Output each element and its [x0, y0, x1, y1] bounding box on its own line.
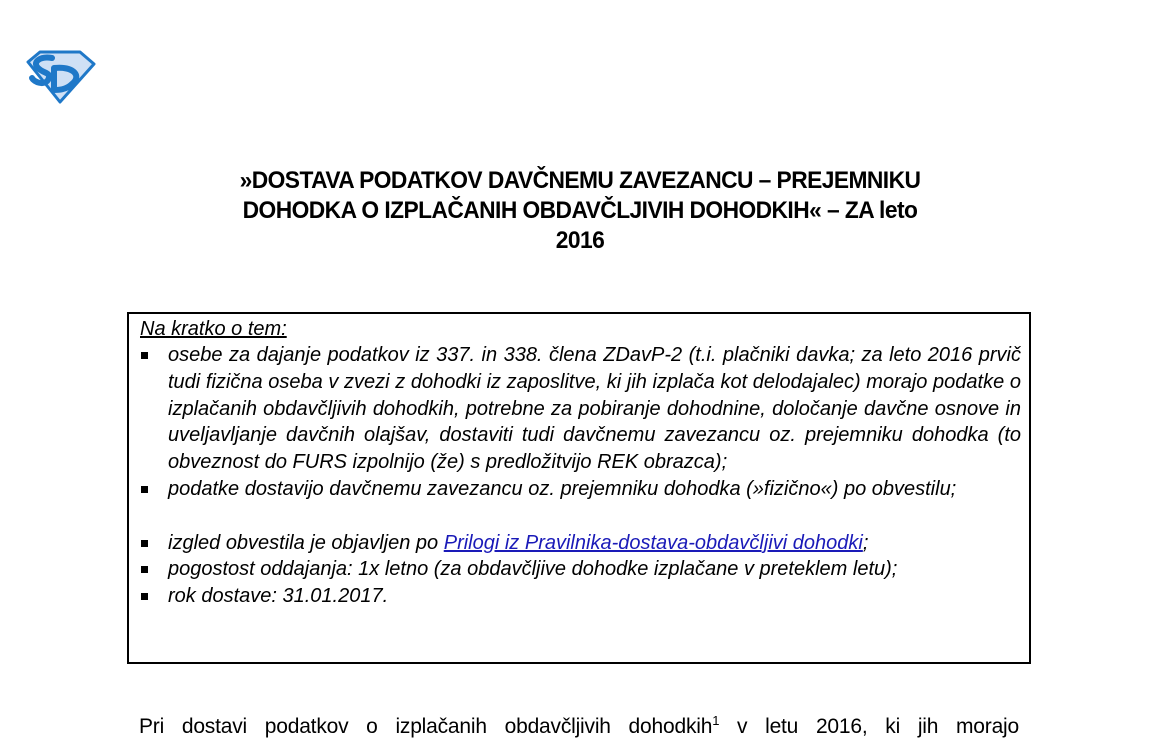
title-line: »DOSTAVA PODATKOV DAVČNEMU ZAVEZANCU – PREJEMNIKU [239, 167, 921, 194]
sd-shield-logo [22, 48, 96, 104]
list-item [129, 556, 1029, 583]
summary-box [127, 312, 1031, 664]
blank-line [129, 503, 1029, 530]
footnote-reference[interactable]: 1 [712, 713, 720, 728]
list-item [129, 583, 1029, 610]
square-bullet-icon [141, 486, 148, 493]
list-item-text: izgled obvestila je objavljen po [168, 531, 444, 554]
document-title [171, 166, 989, 256]
square-bullet-icon [141, 566, 148, 573]
title-line: DOHODKA O IZPLAČANIH OBDAVČLJIVIH DOHODKIH« – ZA leto [242, 197, 918, 224]
list-item-text: pogostost oddajanja: 1x letno (za obdavčljive dohodke izplačane v preteklem letu); [168, 558, 898, 581]
list-item-text: rok dostave: 31.01.2017. [168, 585, 389, 608]
square-bullet-icon [141, 352, 148, 359]
list-item-text: osebe za dajanje podatkov iz 337. in 338. člena ZDavP-2 (t.i. plačniki davka; za leto 2016 prvič tudi fizična oseba v zvezi z dohodki iz zaposlitve, ki jih izplača kot delodajalec) morajo podatke o izplačanih obdavčljivih dohodkih, potrebne za pobiranje dohodnine, določanje davčne osnove in uveljavljanje davčnih olajšav, dostaviti tudi davčnemu zavezancu oz. prejemniku dohodka (to obveznost do FURS izpolnijo (že) s predložitvijo REK obrazca); [168, 344, 1021, 474]
list-item [129, 530, 1029, 557]
list-item [129, 342, 1029, 476]
paragraph-text: Pri dostavi podatkov o izplačanih obdavčljivih dohodkih [139, 715, 713, 738]
list-item [129, 476, 1029, 503]
square-bullet-icon [141, 540, 148, 547]
square-bullet-icon [141, 593, 148, 600]
paragraph-text: v letu 2016, ki jih morajo [719, 715, 1019, 738]
summary-heading: Na kratko o tem: [140, 318, 287, 340]
pravilnik-attachment-link[interactable]: Prilogi iz Pravilnika-dostava-obdavčljivi dohodki [443, 531, 863, 554]
title-line: 2016 [555, 227, 605, 254]
summary-list [129, 342, 1029, 610]
body-paragraph [139, 712, 1019, 742]
list-item-text: podatke dostavijo davčnemu zavezancu oz. prejemniku dohodka (»fizično«) po obvestilu; [168, 477, 957, 500]
list-item-text: ; [862, 531, 869, 554]
